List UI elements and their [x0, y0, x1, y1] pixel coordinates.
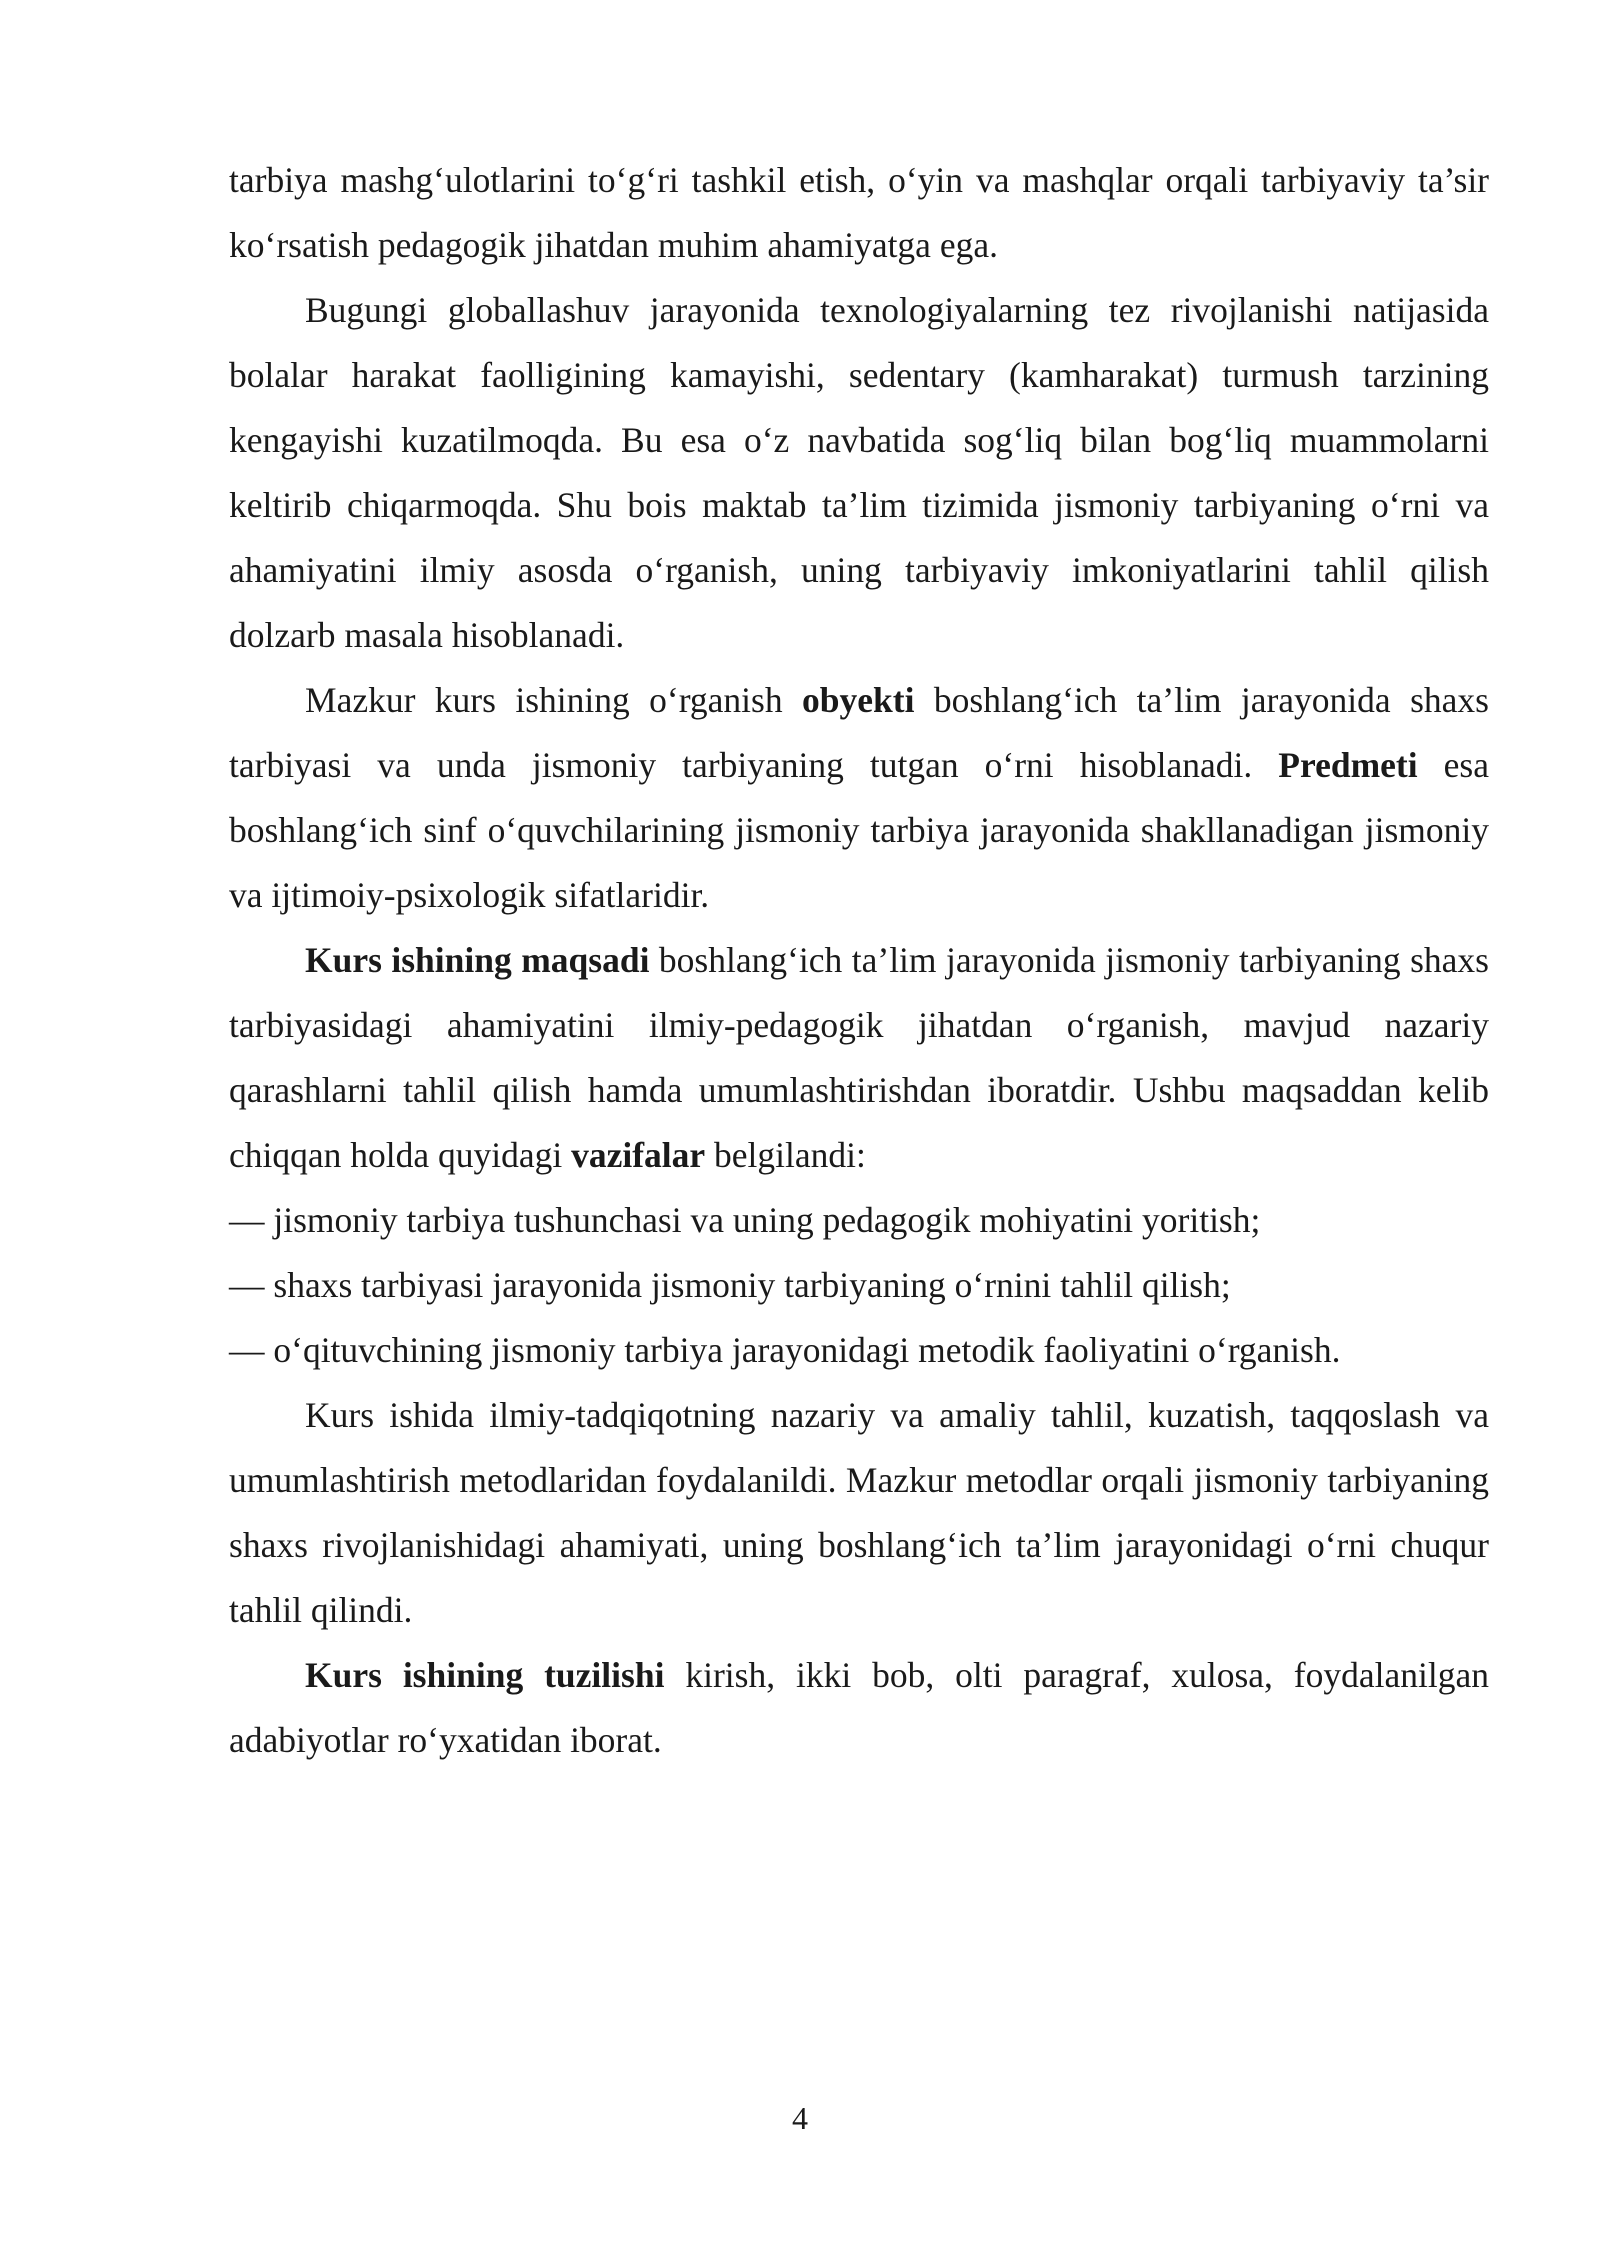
paragraph-structure	[229, 1643, 1489, 1773]
structure-term: Kurs ishining tuzilishi	[305, 1655, 665, 1695]
object-description: boshlang‘ich ta’lim jarayonida shaxs tarbiyasi va unda jismoniy tarbiyaning tutgan o‘rni hisoblanadi.	[229, 680, 1489, 785]
task-list-item: — jismoniy tarbiya tushunchasi va uning pedagogik mohiyatini yoritish;	[229, 1200, 1261, 1240]
paragraph-object-subject	[229, 668, 1489, 928]
body-text	[229, 148, 1489, 1773]
tasks-term: vazifalar	[571, 1135, 706, 1175]
paragraph-methods: Kurs ishida ilmiy-tadqiqotning nazariy va amaliy tahlil, kuzatish, taqqoslash va umumlashtirish metodlaridan foydalanildi. Mazkur metodlar orqali jismoniy tarbiyaning shaxs rivojlanishidagi ahamiyati, uning boshlang‘ich ta’lim jarayonidagi o‘rni chuqur tahlil qilindi.	[229, 1395, 1489, 1630]
paragraph-goal	[229, 928, 1489, 1188]
subject-description: esa boshlang‘ich sinf o‘quvchilarining jismoniy tarbiya jarayonida shakllanadigan jismoniy va ijtimoiy-psixologik sifatlaridir.	[229, 745, 1489, 915]
subject-term: Predmeti	[1278, 745, 1418, 785]
paragraph-continuation: tarbiya mashg‘ulotlarini to‘g‘ri tashkil etish, o‘yin va mashqlar orqali tarbiyaviy ta’sir ko‘rsatish pedagogik jihatdan muhim ahamiyatga ega.	[229, 160, 1489, 265]
paragraph-globalization: Bugungi globallashuv jarayonida texnologiyalarning tez rivojlanishi natijasida bolalar harakat faolligining kamayishi, sedentary (kamharakat) turmush tarzining kengayishi kuzatilmoqda. Bu esa o‘z navbatida sog‘liq bilan bog‘liq muammolarni keltirib chiqarmoqda. Shu bois maktab ta’lim tizimida jismoniy tarbiyaning o‘rni va ahamiyatini ilmiy asosda o‘rganish, uning tarbiyaviy imkoniyatlarini tahlil qilish dolzarb masala hisoblanadi.	[229, 290, 1489, 655]
tasks-intro-tail: belgilandi:	[705, 1135, 866, 1175]
goal-description: boshlang‘ich ta’lim jarayonida jismoniy tarbiyaning shaxs tarbiyasidagi ahamiyatini ilmiy-pedagogik jihatdan o‘rganish, mavjud nazariy qarashlarni tahlil qilish hamda umumlashtirishdan iboratdir. Ushbu maqsaddan kelib chiqqan holda quyidagi	[229, 940, 1489, 1175]
goal-term: Kurs ishining maqsadi	[305, 940, 650, 980]
task-list-item: — shaxs tarbiyasi jarayonida jismoniy tarbiyaning o‘rnini tahlil qilish;	[229, 1265, 1231, 1305]
task-list-item: — o‘qituvchining jismoniy tarbiya jarayonidagi metodik faoliyatini o‘rganish.	[229, 1330, 1341, 1370]
object-lead-text: Mazkur kurs ishining o‘rganish	[305, 680, 803, 720]
page-number: 4	[792, 2100, 808, 2136]
structure-description: kirish, ikki bob, olti paragraf, xulosa, foydalanilgan adabiyotlar ro‘yxatidan iborat.	[229, 1655, 1489, 1760]
object-term: obyekti	[802, 680, 915, 720]
